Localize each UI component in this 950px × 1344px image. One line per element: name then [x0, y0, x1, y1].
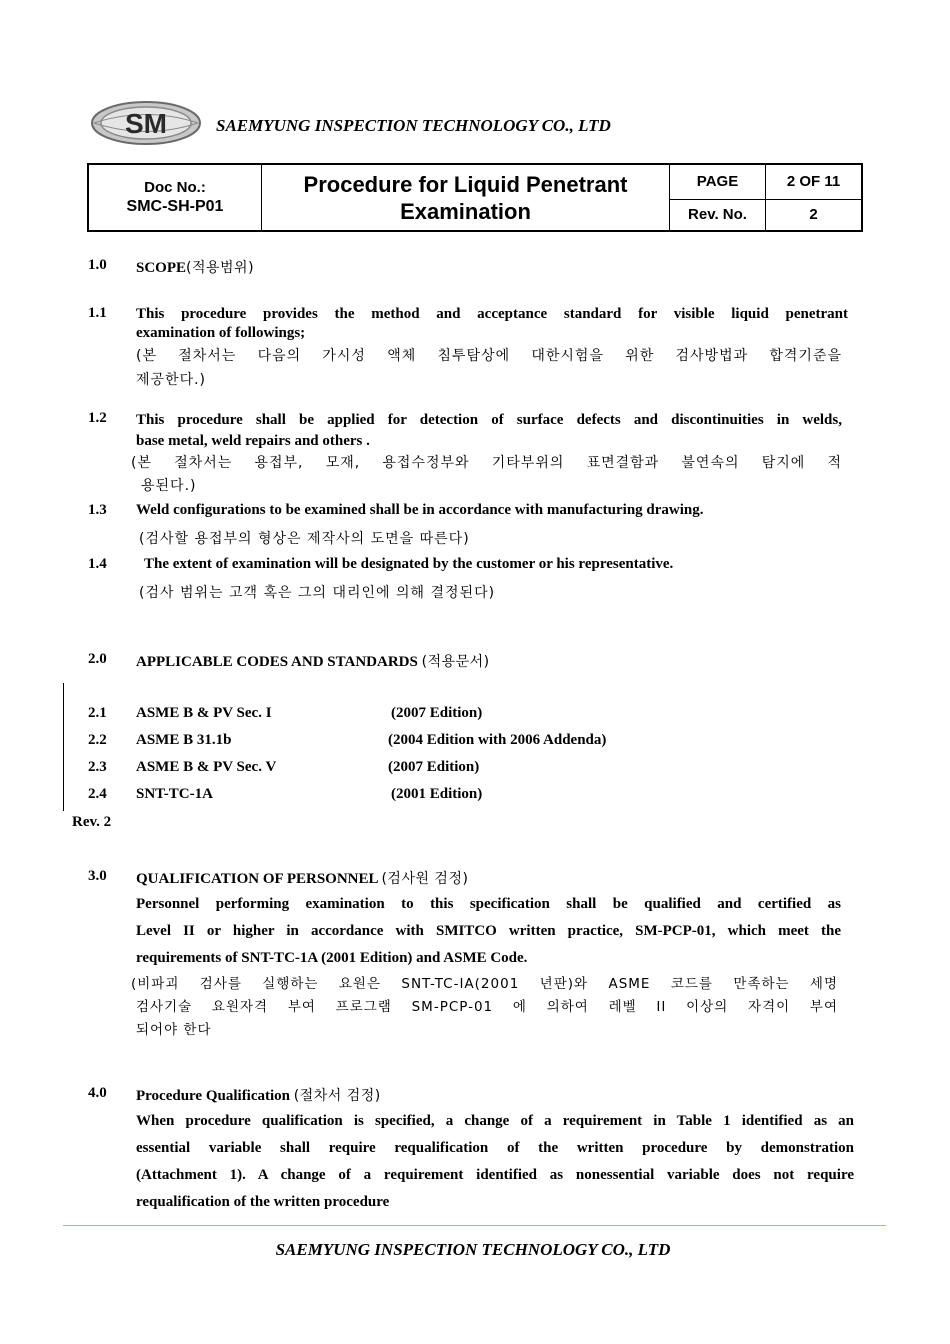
section-4-line3: (Attachment 1). A change of a requirement identified as nonessential variable does not require: [136, 1167, 854, 1183]
section-3-title: QUALIFICATION OF PERSONNEL: [136, 871, 378, 887]
section-2-number: 2.0: [88, 651, 107, 667]
document-header-table: [87, 163, 863, 232]
section-4-line2: essential variable shall require requalification of the written procedure by demonstration: [136, 1140, 854, 1156]
section-1-title-kr: (적용범위): [186, 260, 255, 276]
revision-change-bar: [63, 683, 64, 811]
code-2-3-edition: (2007 Edition): [388, 759, 480, 775]
item-1-2-text: [136, 410, 842, 452]
item-1-1-text: [136, 305, 848, 343]
code-2-4-number: 2.4: [88, 786, 107, 802]
section-3-title-kr: (검사원 검정): [381, 871, 469, 887]
section-4-line1: When procedure qualification is specified, a change of a requirement in Table 1 identified as an: [136, 1113, 854, 1129]
section-4-number: 4.0: [88, 1085, 107, 1101]
item-1-1-kr-line1: (본 절차서는 다음의 가시성 액체 침투탐상에 대한시험을 위한 검사방법과 합격기준을: [136, 348, 842, 364]
section-3-number: 3.0: [88, 868, 107, 884]
section-1-heading: [136, 257, 254, 277]
section-1-number: 1.0: [88, 257, 107, 273]
code-2-2-number: 2.2: [88, 732, 107, 748]
item-1-2-kr-line1: (본 절차서는 용접부, 모재, 용접수정부와 기타부위의 표면결함과 불연속의 탐지에 적: [131, 455, 842, 471]
item-1-3-kr: (검사할 용접부의 형상은 제작사의 도면을 따른다): [139, 531, 470, 547]
item-1-3-en: Weld configurations to be examined shall be in accordance with manufacturing drawing.: [136, 502, 704, 518]
item-1-2-kr-line2: 용된다.): [141, 478, 197, 494]
item-1-1-en-line1: This procedure provides the method and acceptance standard for visible liquid penetrant: [136, 306, 848, 322]
item-1-2-number: 1.2: [88, 410, 107, 426]
code-2-4-name: SNT-TC-1A: [136, 786, 213, 802]
title-cell: [262, 164, 670, 231]
company-name-top: SAEMYUNG INSPECTION TECHNOLOGY CO., LTD: [216, 116, 611, 135]
section-2-title-kr: (적용문서): [421, 654, 490, 670]
section-4-body: [136, 1108, 854, 1216]
footer-divider: [63, 1225, 886, 1226]
item-1-4-kr: (검사 범위는 고객 혹은 그의 대리인에 의해 결정된다): [139, 585, 496, 601]
document-title-line2: Examination: [400, 198, 531, 224]
section-3-kr-line1: (비파괴 검사를 실행하는 요원은 SNT-TC-IA(2001 년판)와 ASME 코드를 만족하는 세명: [131, 976, 838, 992]
code-2-3-name: ASME B & PV Sec. V: [136, 759, 277, 775]
section-4-title-kr: (절차서 검정): [293, 1088, 381, 1104]
item-1-2-en-line2: base metal, weld repairs and others .: [136, 433, 370, 449]
item-1-1-number: 1.1: [88, 305, 107, 321]
rev-label: Rev. No.: [670, 199, 766, 231]
code-2-2-name: ASME B 31.1b: [136, 732, 232, 748]
section-2-heading: [136, 651, 490, 671]
doc-no-cell: [88, 164, 262, 231]
revision-mark: Rev. 2: [72, 814, 112, 830]
code-2-1-edition: (2007 Edition): [391, 705, 483, 721]
section-2-title: APPLICABLE CODES AND STANDARDS: [136, 654, 418, 670]
code-2-1-number: 2.1: [88, 705, 107, 721]
section-4-title: Procedure Qualification: [136, 1088, 291, 1104]
section-3-kr-line2: 검사기술 요원자격 부여 프로그램 SM-PCP-01 에 의하여 레벨 II 이상의 자격이 부여: [136, 999, 838, 1015]
item-1-2-en-line1: This procedure shall be applied for detection of surface defects and discontinuities in welds,: [136, 412, 842, 428]
code-2-3-number: 2.3: [88, 759, 107, 775]
rev-value: 2: [766, 199, 863, 231]
item-1-3-number: 1.3: [88, 502, 107, 518]
section-3-heading: [136, 868, 468, 888]
doc-no-value: SMC-SH-P01: [126, 197, 224, 215]
section-4-line4: requalification of the written procedure: [136, 1194, 390, 1210]
item-1-4-en: The extent of examination will be designated by the customer or his representative.: [144, 556, 674, 572]
item-1-1-en-line2: examination of followings;: [136, 325, 306, 341]
section-3-kr-line3: 되어야 한다: [136, 1022, 212, 1038]
code-2-2-edition: (2004 Edition with 2006 Addenda): [388, 732, 607, 748]
company-logo: [90, 100, 202, 146]
logo-text: SM: [125, 108, 167, 139]
code-2-4-edition: (2001 Edition): [391, 786, 483, 802]
page-value: 2 OF 11: [766, 164, 863, 199]
section-3-en-line1: Personnel performing examination to this specification shall be qualified and certified as: [136, 896, 841, 912]
section-4-heading: [136, 1085, 381, 1105]
code-2-1-name: ASME B & PV Sec. I: [136, 705, 272, 721]
section-3-en-line3: requirements of SNT-TC-1A (2001 Edition) and ASME Code.: [136, 950, 528, 966]
section-3-body: [136, 891, 841, 972]
company-name-footer: SAEMYUNG INSPECTION TECHNOLOGY CO., LTD: [275, 1240, 671, 1259]
section-1-title: SCOPE: [136, 260, 187, 276]
page-label: PAGE: [670, 164, 766, 199]
item-1-1-kr-line2: 제공한다.): [136, 372, 207, 388]
item-1-4-number: 1.4: [88, 556, 107, 572]
section-3-en-line2: Level II or higher in accordance with SMITCO written practice, SM-PCP-01, which meet the: [136, 923, 841, 939]
doc-no-label: Doc No.:: [144, 178, 206, 196]
document-title-line1: Procedure for Liquid Penetrant: [303, 171, 628, 197]
